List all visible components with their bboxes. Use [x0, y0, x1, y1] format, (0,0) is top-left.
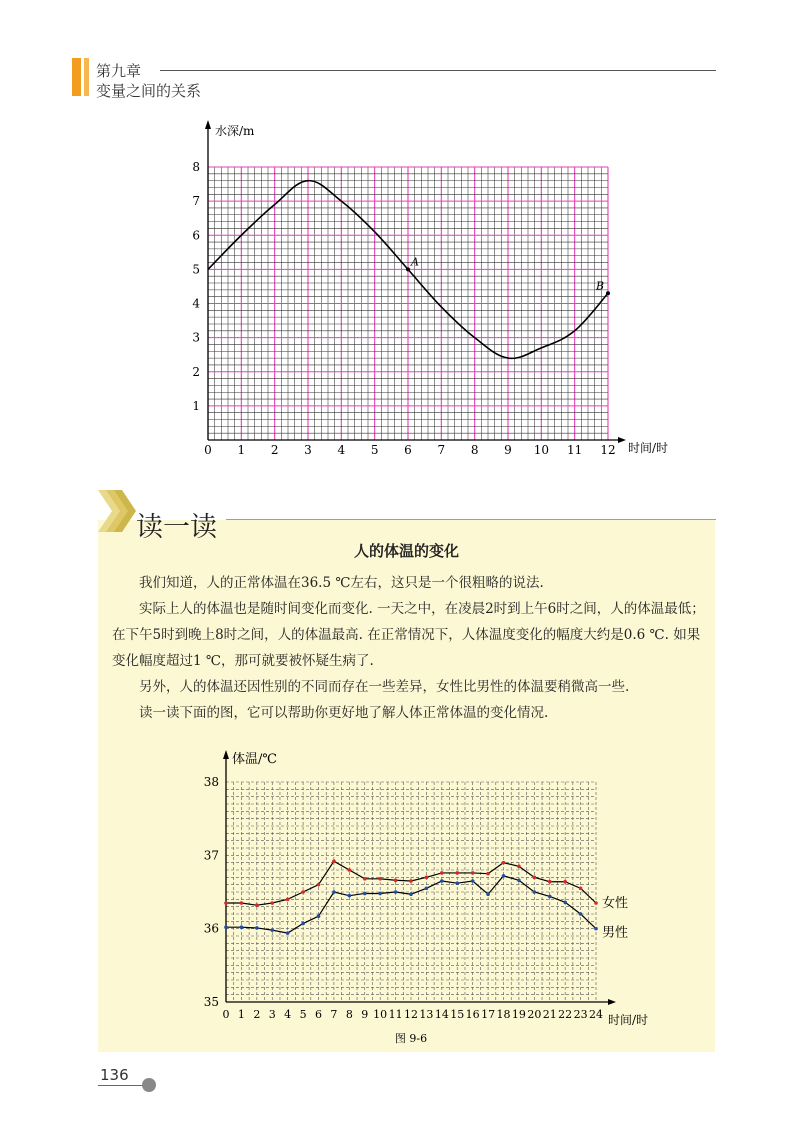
series-label: 女性 [602, 896, 629, 911]
y-axis-label: 水深/m [215, 124, 255, 138]
data-point [363, 892, 367, 896]
point-a [406, 267, 410, 271]
data-point [579, 912, 583, 916]
x-tick-label: 3 [304, 443, 312, 457]
x-tick-label: 6 [315, 1008, 322, 1021]
read-section-title: 读一读 [136, 512, 217, 543]
data-point [255, 926, 259, 930]
data-point [455, 871, 459, 875]
data-point [394, 878, 398, 882]
data-point [270, 901, 274, 905]
x-tick-label: 23 [573, 1008, 588, 1021]
header-rule [160, 70, 716, 71]
data-point [517, 878, 521, 882]
x-tick-label: 6 [404, 443, 412, 457]
body-temperature-chart [190, 745, 680, 1045]
x-tick-label: 5 [370, 443, 379, 457]
x-tick-label: 10 [533, 443, 549, 457]
y-axis-label: 体温/℃ [232, 752, 277, 767]
chevron-arrows-icon [96, 488, 136, 534]
data-point [348, 894, 352, 898]
x-tick-label: 16 [465, 1008, 480, 1021]
data-point [563, 880, 567, 884]
x-tick-label: 11 [567, 443, 583, 457]
x-tick-label: 24 [589, 1008, 603, 1021]
page-number: 136 [100, 1066, 129, 1084]
data-point [409, 892, 413, 896]
x-tick-label: 1 [237, 443, 246, 457]
header-accent-bar-light [84, 58, 89, 96]
data-point [378, 877, 382, 881]
y-tick-label: 8 [192, 160, 200, 174]
point-label-a: A [411, 255, 419, 269]
x-tick-label: 14 [434, 1008, 449, 1021]
header-accent-bar [72, 58, 81, 96]
x-axis-arrow [608, 999, 616, 1005]
x-tick-label: 20 [527, 1008, 542, 1021]
data-point [224, 925, 228, 929]
x-tick-label: 9 [361, 1008, 369, 1021]
data-point [378, 892, 382, 896]
paragraph-2: 实际上人的体温也是随时间变化而变化. 一天之中，在凌晨2时到上午6时之间，人的体温最低；在下午5时到晚上8时之间，人的体温最高. 在正常情况下，人体温度变化的幅度大约是0.6 ℃. 如果变化幅度超过1 ℃，那可就要被怀疑生病了. [112, 601, 705, 669]
data-point [471, 879, 475, 883]
data-point [301, 890, 305, 894]
x-tick-label: 15 [450, 1008, 465, 1021]
data-point [548, 880, 552, 884]
data-point [317, 883, 321, 887]
y-tick-label: 35 [203, 995, 219, 1009]
series-label: 男性 [602, 925, 629, 941]
x-tick-label: 0 [204, 443, 212, 457]
y-tick-label: 3 [192, 330, 200, 345]
y-tick-label: 2 [192, 364, 200, 379]
data-point [440, 879, 444, 883]
data-point [563, 900, 567, 904]
paragraph-4: 读一读下面的图，它可以帮助你更好地了解人体正常体温的变化情况. [139, 705, 549, 721]
y-tick-label: 38 [203, 775, 219, 789]
x-tick-label: 2 [253, 1008, 261, 1021]
data-point [579, 887, 583, 891]
data-point [363, 877, 367, 881]
y-tick-label: 5 [192, 262, 200, 277]
data-point [255, 903, 259, 907]
data-point [533, 890, 537, 894]
read-section-rule [226, 519, 716, 520]
data-point [594, 901, 598, 905]
data-point [425, 876, 429, 880]
data-point [332, 890, 336, 894]
point-label-b: B [596, 279, 605, 293]
y-axis-arrow [223, 750, 229, 759]
x-tick-label: 10 [373, 1008, 388, 1021]
x-tick-label: 2 [270, 443, 279, 457]
x-tick-label: 4 [337, 443, 346, 457]
x-tick-label: 3 [268, 1008, 276, 1021]
x-tick-label: 12 [600, 443, 616, 457]
x-tick-label: 4 [284, 1008, 292, 1021]
data-point [270, 928, 274, 932]
data-point [301, 922, 305, 926]
data-point [240, 901, 244, 905]
data-point [502, 861, 506, 865]
data-point [440, 871, 444, 875]
data-point [348, 868, 352, 872]
x-tick-label: 17 [481, 1008, 496, 1021]
y-tick-label: 4 [192, 296, 200, 311]
x-tick-label: 8 [345, 1008, 353, 1021]
data-point [548, 895, 552, 899]
x-tick-label: 11 [388, 1008, 403, 1021]
x-axis-arrow [618, 437, 626, 443]
data-point [286, 898, 290, 902]
x-axis-label: 时间/时 [628, 441, 669, 455]
x-tick-label: 1 [237, 1008, 245, 1021]
data-point [425, 887, 429, 891]
data-point [240, 925, 244, 929]
x-tick-label: 18 [496, 1008, 511, 1021]
data-point [502, 874, 506, 878]
data-point [455, 881, 459, 885]
data-point [317, 914, 321, 918]
article-title: 人的体温的变化 [353, 542, 459, 560]
x-tick-label: 7 [437, 443, 446, 457]
data-point [486, 872, 490, 876]
chapter-title: 第九章 [96, 62, 142, 80]
x-tick-label: 12 [404, 1008, 418, 1021]
data-point [471, 871, 475, 875]
y-axis-arrow [205, 120, 211, 129]
data-point [517, 865, 521, 869]
point-b [606, 291, 610, 295]
x-tick-label: 13 [419, 1008, 434, 1021]
water-depth-chart [190, 115, 680, 465]
x-tick-label: 21 [542, 1008, 557, 1021]
data-point [486, 892, 490, 896]
y-tick-label: 1 [192, 398, 200, 413]
figure-caption: 图 9-6 [394, 1032, 428, 1045]
data-point [286, 931, 290, 935]
y-tick-label: 7 [192, 194, 200, 209]
y-tick-label: 37 [203, 848, 219, 863]
x-axis-label: 时间/时 [608, 1013, 649, 1027]
data-point [409, 879, 413, 883]
data-point [224, 901, 228, 905]
x-tick-label: 0 [222, 1008, 230, 1021]
page-number-dot [142, 1078, 156, 1092]
data-point [394, 890, 398, 894]
x-tick-label: 9 [504, 443, 512, 457]
data-point [332, 859, 336, 863]
x-tick-label: 19 [511, 1008, 526, 1021]
paragraph-3: 另外，人的体温还因性别的不同而存在一些差异，女性比男性的体温要稍微高一些. [139, 679, 630, 695]
data-point [533, 876, 537, 880]
paragraph-1: 我们知道，人的正常体温在36.5 ℃左右，这只是一个很粗略的说法. [139, 575, 544, 591]
y-tick-label: 6 [192, 228, 200, 243]
x-tick-label: 5 [299, 1008, 307, 1021]
x-tick-label: 7 [330, 1008, 338, 1021]
y-tick-label: 36 [203, 921, 219, 936]
data-point [594, 927, 598, 931]
x-tick-label: 22 [558, 1008, 573, 1021]
x-tick-label: 8 [470, 443, 479, 457]
chapter-subtitle: 变量之间的关系 [96, 82, 202, 100]
